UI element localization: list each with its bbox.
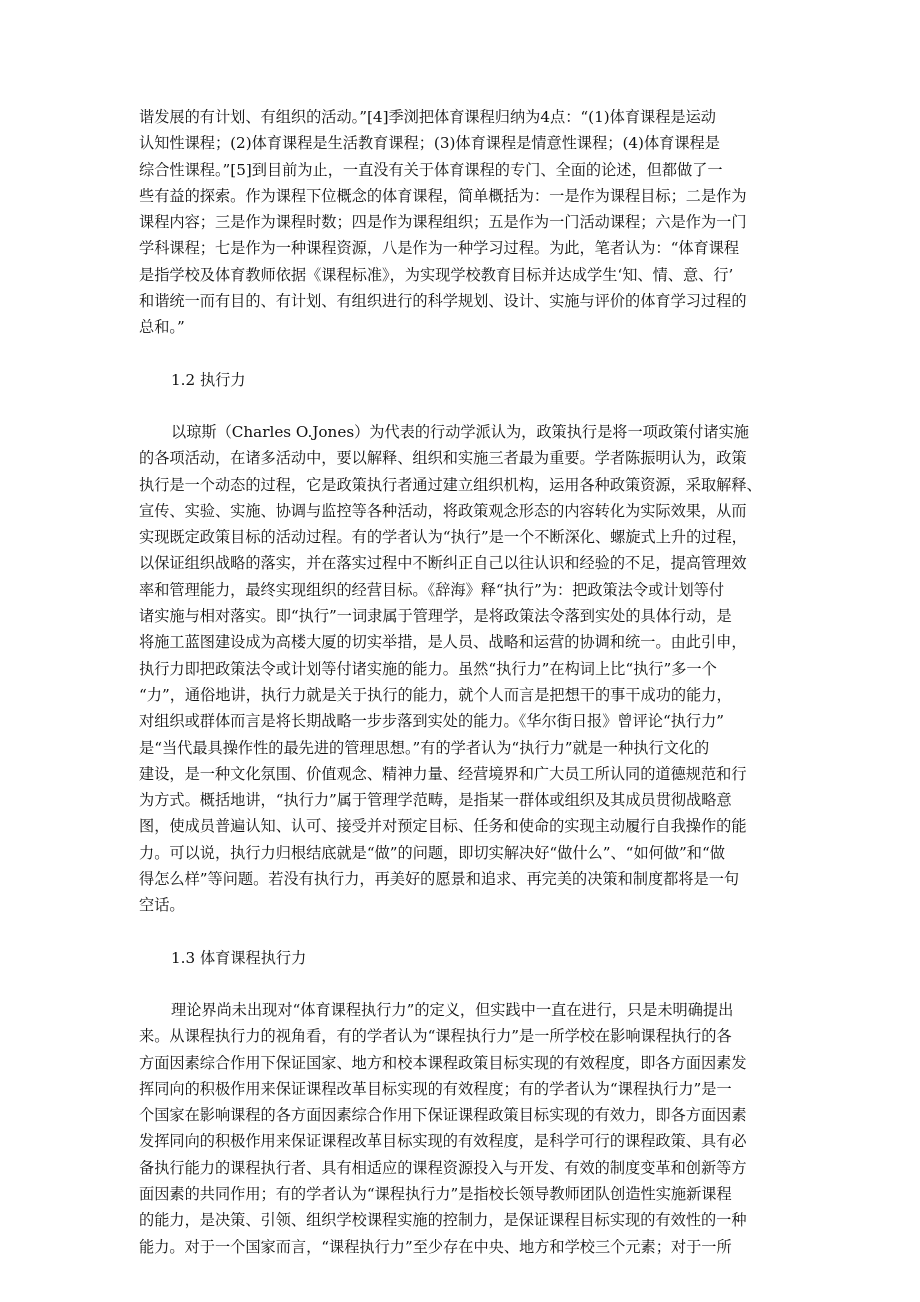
text-line: 理论界尚未出现对“体育课程执行力”的定义，但实践中一直在进行，只是未明确提出 xyxy=(171,1000,734,1019)
text-line: 执行力即把政策法令或计划等付诸实施的能力。虽然“执行力”在构词上比“执行”多一个 xyxy=(139,659,717,678)
text-line: 个国家在影响课程的各方面因素综合作用下保证课程政策目标实现的有效力，即各方面因素 xyxy=(139,1106,747,1125)
text-line: 面因素的共同作用；有的学者认为“课程执行力”是指校长领导教师团队创造性实施新课程 xyxy=(139,1184,732,1203)
text-line: 力。可以说，执行力归根结底就是“做”的问题，即切实解决好“做什么”、“如何做”和“做 xyxy=(139,843,725,862)
text-line: 将施工蓝图建设成为高楼大厦的切实举措，是人员、战略和运营的协调和统一。由此引申， xyxy=(139,633,747,652)
text-line: 对组织或群体而言是将长期战略一步步落到实处的能力。《华尔街日报》曾评论“执行力” xyxy=(139,712,725,731)
text-line: 为方式。概括地讲，“执行力”属于管理学范畴，是指某一群体或组织及其成员贯彻战略意 xyxy=(139,791,732,810)
text-line: 得怎么样”等问题。若没有执行力，再美好的愿景和追求、再完美的决策和制度都将是一句 xyxy=(139,870,740,889)
paragraph-gap xyxy=(139,393,784,419)
text-line: 学科课程；七是作为一种课程资源，八是作为一种学习过程。为此，笔者认为：“体育课程 xyxy=(139,239,740,258)
text-line: 和谐统一而有目的、有计划、有组织进行的科学规划、设计、实施与评价的体育学习过程的 xyxy=(139,292,747,311)
paragraph-execution-power xyxy=(139,419,784,919)
text-line: 些有益的探索。作为课程下位概念的体育课程，简单概括为：一是作为课程目标；二是作为 xyxy=(139,186,747,205)
text-line: 以保证组织战略的落实，并在落实过程中不断纠正自己以往认识和经验的不足，提高管理效 xyxy=(139,554,747,573)
text-line: 是“当代最具操作性的最先进的管理思想。”有的学者认为“执行力”就是一种执行文化的 xyxy=(139,738,710,757)
paragraph-gap xyxy=(139,971,784,997)
section-heading-1-3: 1.3 体育课程执行力 xyxy=(171,948,307,967)
section-heading-1-2: 1.2 执行力 xyxy=(171,370,246,389)
text-line: 备执行能力的课程执行者、具有相适应的课程资源投入与开发、有效的制度变革和创新等方 xyxy=(139,1158,747,1177)
paragraph-gap xyxy=(139,341,784,367)
text-line: 综合性课程。”[5]到目前为止，一直没有关于体育课程的专门、全面的论述，但都做了一 xyxy=(139,160,723,179)
text-line: 总和。” xyxy=(139,318,185,337)
text-line: 的各项活动，在诸多活动中，要以解释、组织和实施三者最为重要。学者陈振明认为，政策 xyxy=(139,449,747,468)
text-line: 率和管理能力，最终实现组织的经营目标。《辞海》释“执行”为：把政策法令或计划等付 xyxy=(139,580,725,599)
text-line: 能力。对于一个国家而言，“课程执行力”至少存在中央、地方和学校三个元素；对于一所 xyxy=(139,1237,732,1256)
text-line: 认知性课程；(2)体育课程是生活教育课程；(3)体育课程是情意性课程；(4)体育课程是 xyxy=(139,134,720,153)
text-line: 执行是一个动态的过程，它是政策执行者通过建立组织机构，运用各种政策资源，采取解释、 xyxy=(139,475,762,494)
text-line: 挥同向的积极作用来保证课程改革目标实现的有效程度；有的学者认为“课程执行力”是一 xyxy=(139,1079,732,1098)
paragraph-pe-course-execution xyxy=(139,997,784,1260)
document-page xyxy=(139,104,784,1260)
text-line: 图，使成员普遍认知、认可、接受并对预定目标、任务和使命的实现主动履行自我操作的能 xyxy=(139,817,747,836)
text-line: 来。从课程执行力的视角看，有的学者认为“课程执行力”是一所学校在影响课程执行的各 xyxy=(139,1027,732,1046)
text-line: 方面因素综合作用下保证国家、地方和校本课程政策目标实现的有效程度，即各方面因素发 xyxy=(139,1053,747,1072)
text-line: 以琼斯（Charles O.Jones）为代表的行动学派认为，政策执行是将一项政策付诸实施 xyxy=(171,422,749,441)
text-line: 实现既定政策目标的活动过程。有的学者认为“执行”是一个不断深化、螺旋式上升的过程， xyxy=(139,528,747,547)
text-line: 宣传、实验、实施、协调与监控等各种活动，将政策观念形态的内容转化为实际效果，从而 xyxy=(139,501,747,520)
text-line: 空话。 xyxy=(139,896,185,915)
text-line: “力”，通俗地讲，执行力就是关于执行的能力，就个人而言是把想干的事干成功的能力， xyxy=(139,685,732,704)
paragraph-course-definition xyxy=(139,104,784,341)
text-line: 的能力，是决策、引领、组织学校课程实施的控制力，是保证课程目标实现的有效性的一种 xyxy=(139,1211,747,1230)
text-line: 课程内容；三是作为课程时数；四是作为课程组织；五是作为一门活动课程；六是作为一门 xyxy=(139,213,747,232)
paragraph-gap xyxy=(139,919,784,945)
text-line: 是指学校及体育教师依据《课程标准》，为实现学校教育目标并达成学生‘知、情、意、行’ xyxy=(139,265,734,284)
text-line: 发挥同向的积极作用来保证课程改革目标实现的有效程度，是科学可行的课程政策、具有必 xyxy=(139,1132,747,1151)
text-line: 诸实施与相对落实。即“执行”一词隶属于管理学，是将政策法令落到实处的具体行动，是 xyxy=(139,607,732,626)
text-line: 建设，是一种文化氛围、价值观念、精神力量、经营境界和广大员工所认同的道德规范和行 xyxy=(139,764,747,783)
text-line: 谐发展的有计划、有组织的活动。”[4]季浏把体育课程归纳为4点：“(1)体育课程是运动 xyxy=(139,108,716,126)
